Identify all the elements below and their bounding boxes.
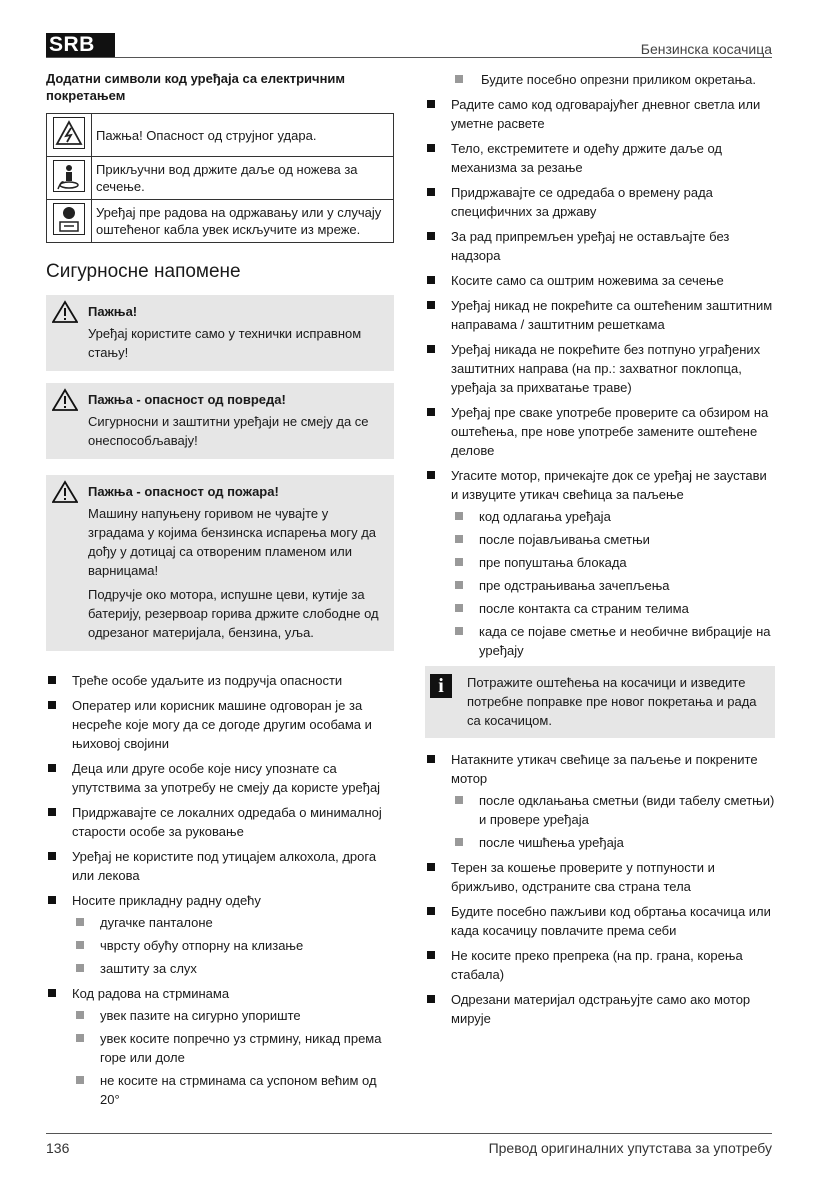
sub-list-item: чврсту обућу отпорну на клизање [72,936,394,955]
note-text: Подручје око мотора, испушне цеви, кутије за батерију, резервоар горива држите слободне од одрезаног материјала, бензина, уља. [88,587,379,640]
list-item: Не косите преко препрека (на пр. грана, корења стабала) [425,946,775,984]
list-item: Уређај не користите под утицајем алкохола, дрога или лекова [46,847,394,885]
sub-list-item: после контакта са страним телима [451,599,775,618]
page-header [46,33,772,59]
safety-heading: Сигурносне напомене [46,261,241,282]
sub-list-item: пре попуштања блокада [451,553,775,572]
language-badge: SRB [46,33,115,57]
list-item [425,750,775,852]
list-item: За рад припремљен уређај не остављајте без надзора [425,227,775,265]
page-number: 136 [46,1140,70,1156]
warning-note [46,383,394,459]
warning-triangle-icon [52,388,78,412]
symbol-text: Прикључни вод држите даље од ножева за сечење. [92,157,394,200]
sub-list-item: пре одстрањивања зачепљења [451,576,775,595]
symbol-text: Уређај пре радова на одржавању или у случају оштећеног кабла увек искључите из мреже. [92,200,394,243]
symbols-heading: Додатни символи код уређаја са електричним покретањем [46,71,346,103]
sub-list-item: после одклањања сметњи (види табелу сметњи) и провере уређаја [451,791,775,829]
list-item: Терен за кошење проверите у потпуности и брижљиво, одстраните сва страна тела [425,858,775,896]
warning-triangle-icon [52,300,78,324]
sub-list-item: после чишћења уређаја [451,833,775,852]
sub-list-item: када се појаве сметње и необичне вибрације на уређају [451,622,775,660]
list-item: Уређај никад не покрећите са оштећеним заштитним направама / заштитним решеткама [425,296,775,334]
list-item [46,984,394,1109]
sub-list-item: заштиту за слух [72,959,394,978]
list-item: Будите посебно пажљиви код обртања косачица или када косачицу повлачите према себи [425,902,775,940]
note-text: Машину напуњену горивом не чувајте у зградама у којима бензинска испарења могу да дођу у дотицај са отвореним пламеном или варницама! [88,506,377,578]
sub-list-item: не косите на стрминама са успоном већим од 20° [72,1071,394,1109]
sub-list-item: дугачке панталоне [72,913,394,932]
info-text: Потражите оштећења на косачици и изведите потребне поправке пре новог покретања и рада са косачицом. [467,675,757,728]
list-item: Придржавајте се одредаба о времену рада специфичних за државу [425,183,775,221]
note-title: Пажња! [88,304,138,319]
info-icon: i [430,674,452,698]
symbol-text: Пажња! Опасност од струјног удара. [92,114,394,157]
list-item [46,891,394,978]
table-row [47,157,394,200]
sub-list-item: увек пазите на сигурно упориште [72,1006,394,1025]
note-title: Пажња - опасност од повреда! [88,392,286,407]
list-item: Придржавајте се локалних одредаба о минималној старости особе за руковање [46,803,394,841]
unplug-icon [53,203,85,235]
symbols-table [46,113,394,243]
list-item-text: Угасите мотор, причекајте док се уређај не заустави и извуците утикач свећица за паљење [451,468,767,502]
header-title: Бензинска косачица [640,41,772,57]
right-column [425,70,775,1034]
footer-divider [46,1133,772,1134]
table-row [47,200,394,243]
list-item: Уређај никада не покрећите без потпуно уграђених заштитних направа (на пр.: захватног поклопца, уређаја за прихватање траве) [425,340,775,397]
electric-shock-icon [53,117,85,149]
footer-text: Превод оригиналних упутстава за употребу [488,1140,772,1156]
list-item-text: Носите прикладну радну одећу [72,893,261,908]
sub-list-item: код одлагања уређаја [451,507,775,526]
warning-note [46,475,394,651]
warning-note [46,295,394,371]
sub-list-item: увек косите попречно уз стрмину, никад према горе или доле [72,1029,394,1067]
list-item: Косите само са оштрим ножевима за сечење [425,271,775,290]
table-row [47,114,394,157]
note-text: Уређај користите само у технички исправном стању! [88,326,362,360]
cable-blades-icon [53,160,85,192]
warning-triangle-icon [52,480,78,504]
list-item: Треће особе удаљите из подручја опасности [46,671,394,690]
list-item [425,466,775,660]
list-item: Оператер или корисник машине одговоран је за несреће које могу да се догоде другим особама и њиховој својини [46,696,394,753]
right-bullet-list-a [425,95,775,660]
header-divider [46,57,772,58]
list-item-text: Код радова на стрминама [72,986,230,1001]
list-item-text: Натакните утикач свећице за паљење и покрените мотор [451,752,758,786]
list-item: Одрезани материјал одстрањујте само ако мотор мирује [425,990,775,1028]
note-title: Пажња - опасност од пожара! [88,484,279,499]
sub-list-item: после појављивања сметњи [451,530,775,549]
list-item: Уређај пре сваке употребе проверите са обзиром на оштећења, пре нове употребе замените оштећене делове [425,403,775,460]
left-bullet-list [46,671,394,1109]
sub-list-item: Будите посебно опрезни приликом окретања. [425,70,775,89]
list-item: Радите само код одговарајућег дневног светла или уметне расвете [425,95,775,133]
info-note [425,666,775,738]
left-column [46,70,394,1115]
note-text: Сигурносни и заштитни уређаји не смеју да се онеспособљавају! [88,414,369,448]
right-bullet-list-b [425,750,775,1028]
list-item: Тело, екстремитете и одећу држите даље од механизма за резање [425,139,775,177]
list-item: Деца или друге особе које нису упознате са упутствима за употребу не смеју да користе уређај [46,759,394,797]
